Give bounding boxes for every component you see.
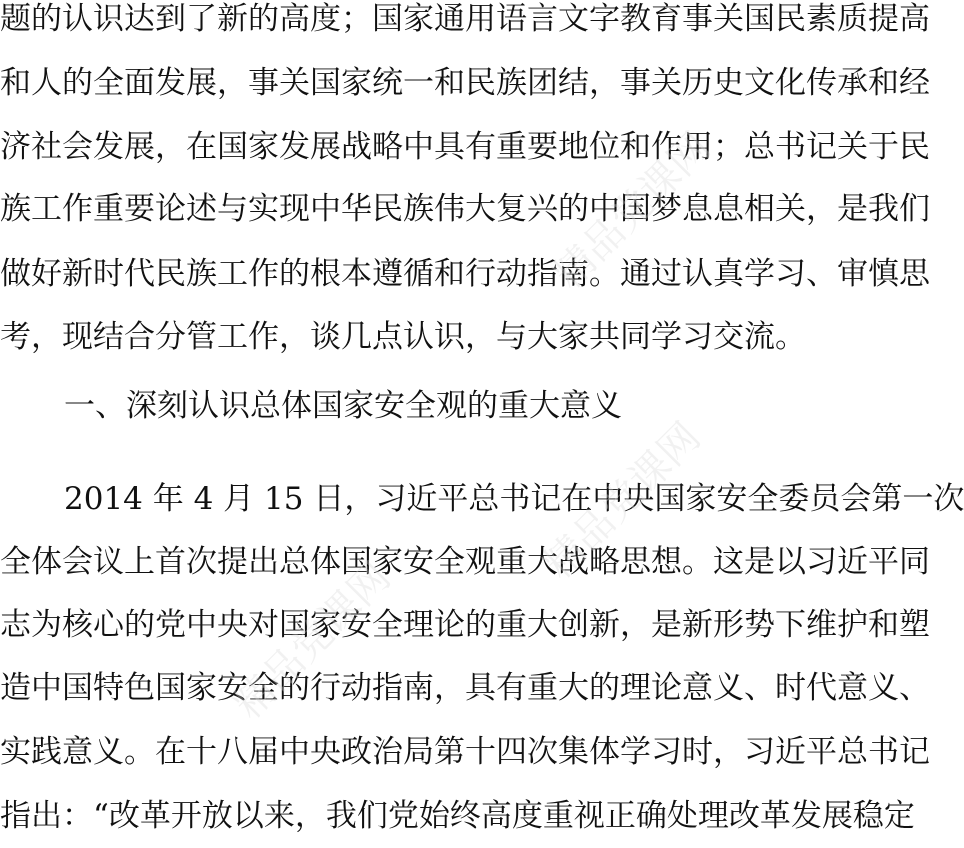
paragraph-1-line-5: 做好新时代民族工作的根本遵循和行动指南。通过认真学习、审慎思 — [0, 256, 930, 292]
paragraph-1-line-1: 题的认识达到了新的高度；国家通用语言文字教育事关国民素质提高 — [0, 1, 930, 37]
paragraph-1-line-4: 族工作重要论述与实现中华民族伟大复兴的中国梦息息相关，是我们 — [0, 191, 930, 227]
watermark-1: 精品党课网 — [545, 124, 720, 298]
paragraph-2-line-5: 实践意义。在十八届中央政治局第十四次集体学习时，习近平总书记 — [0, 734, 930, 770]
paragraph-2-line-3: 志为核心的党中央对国家安全理论的重大创新，是新形势下维护和塑 — [0, 607, 930, 643]
paragraph-1-line-2: 和人的全面发展，事关国家统一和民族团结，事关历史文化传承和经 — [0, 65, 930, 101]
paragraph-1-line-6: 考，现结合分管工作，谈几点认识，与大家共同学习交流。 — [0, 319, 806, 355]
paragraph-2-line-4: 造中国特色国家安全的行动指南，具有重大的理论意义、时代意义、 — [0, 670, 930, 706]
watermark-2: 精品党课网 — [225, 554, 400, 728]
paragraph-2-line-6: 指出：“改革开放以来，我们党始终高度重视正确处理改革发展稳定 — [0, 798, 915, 834]
paragraph-2-line-1: 2014 年 4 月 15 日，习近平总书记在中央国家安全委员会第一次 — [64, 481, 964, 517]
watermark-3: 精品党课网 — [535, 414, 710, 588]
paragraph-1-line-3: 济社会发展，在国家发展战略中具有重要地位和作用；总书记关于民 — [0, 129, 930, 165]
paragraph-2-line-2: 全体会议上首次提出总体国家安全观重大战略思想。这是以习近平同 — [0, 544, 930, 580]
section-heading: 一、深刻认识总体国家安全观的重大意义 — [64, 388, 622, 424]
